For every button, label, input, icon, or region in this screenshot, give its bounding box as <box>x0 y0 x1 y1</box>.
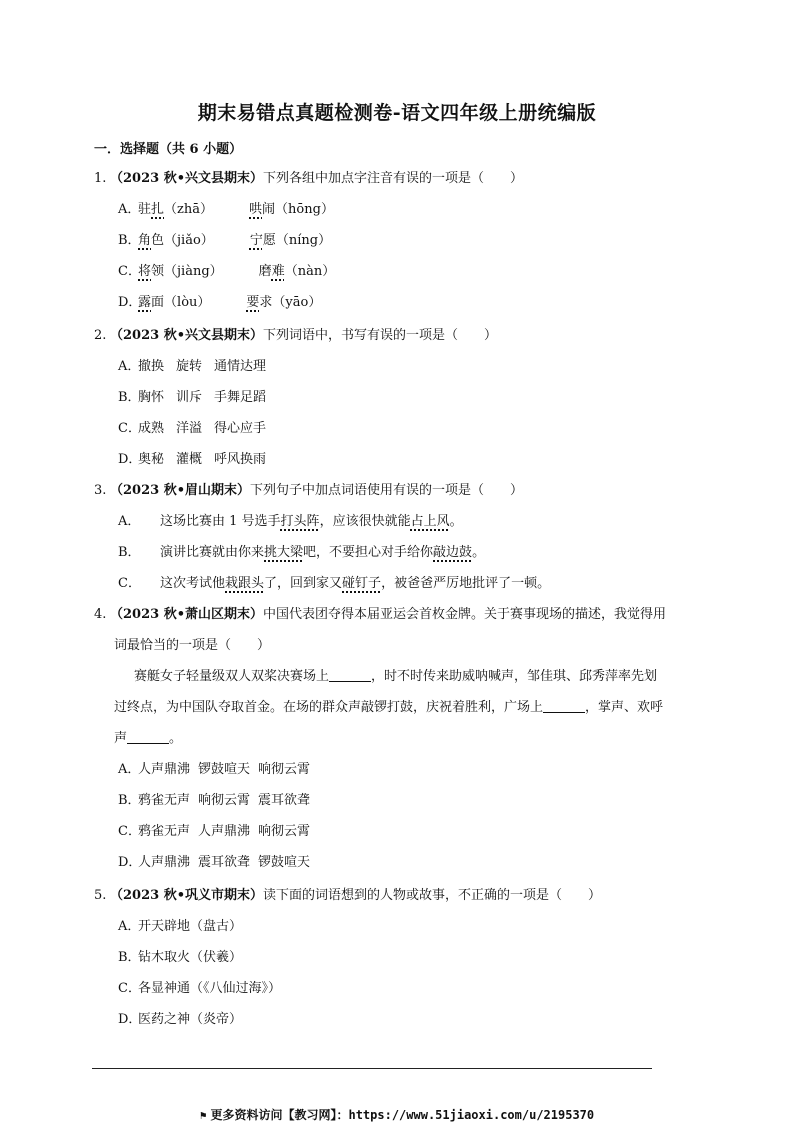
option-d[interactable] <box>94 847 714 878</box>
dotted-char: 角 <box>138 233 152 248</box>
option-letter: B． <box>118 793 141 808</box>
option-word: 响彻云霄 <box>258 824 311 839</box>
option-text: 这次考试他 <box>160 576 226 591</box>
question-text: 下列各组中加点字注音有误的一项是（ ） <box>263 171 524 186</box>
pinyin: （nàn） <box>284 264 336 279</box>
question-source: （2023 秋•萧山区期末） <box>110 607 264 622</box>
question-text: 中国代表团夺得本届亚运会首枚金牌。关于赛事现场的描述，我觉得用 <box>263 607 667 622</box>
option-word: 求 <box>259 295 273 310</box>
option-word: 呼风换雨 <box>214 452 267 467</box>
option-text: 。 <box>472 545 486 560</box>
dotted-char: 宁 <box>249 233 263 248</box>
question-text-cont: 词最恰当的一项是（ ） <box>114 638 271 653</box>
option-a[interactable] <box>94 351 714 382</box>
option-word: 胸怀 <box>138 390 165 405</box>
dotted-char: 哄 <box>249 202 263 217</box>
fill-blank[interactable] <box>543 698 585 713</box>
option-word: 鸦雀无声 <box>138 793 191 808</box>
option-letter: A． <box>118 514 141 529</box>
passage <box>94 723 714 754</box>
pinyin: （zhā） <box>164 202 214 217</box>
question-number: 4. <box>94 607 107 622</box>
option-word: 震耳欲聋 <box>198 855 251 870</box>
question-number: 2. <box>94 328 107 343</box>
option-letter: A． <box>118 359 141 374</box>
option-word: 手舞足蹈 <box>214 390 267 405</box>
option-letter: C． <box>118 576 141 591</box>
pinyin: （lòu） <box>164 295 211 310</box>
pinyin: （níng） <box>275 233 332 248</box>
question-5 <box>94 880 714 1035</box>
option-word: 撤换 <box>138 359 165 374</box>
option-d[interactable] <box>94 287 714 318</box>
question-stem <box>94 163 714 194</box>
question-2 <box>94 320 714 475</box>
option-word: 响彻云霄 <box>198 793 251 808</box>
question-source: （2023 秋•兴文县期末） <box>110 171 264 186</box>
option-word: 通情达理 <box>214 359 267 374</box>
option-word: 人声鼎沸 <box>138 855 191 870</box>
option-letter: C． <box>118 981 141 996</box>
option-c[interactable] <box>94 568 714 599</box>
question-text: 下列句子中加点词语使用有误的一项是（ ） <box>250 483 524 498</box>
question-number: 5. <box>94 888 107 903</box>
option-letter: A． <box>118 919 141 934</box>
option-letter: B． <box>118 545 141 560</box>
fill-blank[interactable] <box>127 729 169 744</box>
passage-text: 赛艇女子轻量级双人双桨决赛场上 <box>134 669 330 684</box>
option-letter: D． <box>118 1012 142 1027</box>
dotted-phrase: 敲边鼓 <box>433 545 473 560</box>
option-word: 得心应手 <box>214 421 267 436</box>
flag-icon: ⚑ <box>199 1109 207 1122</box>
option-text: 各显神通（《八仙过海》） <box>138 981 282 996</box>
option-word: 训斥 <box>176 390 203 405</box>
option-word: 人声鼎沸 <box>138 762 191 777</box>
dotted-phrase: 打头阵 <box>280 514 320 529</box>
option-b[interactable] <box>94 225 714 256</box>
option-letter: B． <box>118 390 141 405</box>
option-b[interactable] <box>94 537 714 568</box>
dotted-char: 难 <box>271 264 285 279</box>
passage <box>94 661 714 692</box>
pinyin: （yāo） <box>272 295 322 310</box>
question-source: （2023 秋•兴文县期末） <box>110 328 264 343</box>
option-word: 人声鼎沸 <box>198 824 251 839</box>
option-word: 磨 <box>258 264 272 279</box>
option-word: 震耳欲聋 <box>258 793 311 808</box>
option-a[interactable] <box>94 194 714 225</box>
footer-link[interactable]: 更多资料访问【教习网】：https://www.51jiaoxi.com/u/2195370 <box>210 1108 595 1122</box>
option-letter: C． <box>118 264 141 279</box>
option-word: 领 <box>151 264 165 279</box>
option-c[interactable] <box>94 973 714 1004</box>
option-letter: D． <box>118 295 142 310</box>
option-letter: B． <box>118 950 141 965</box>
dotted-phrase: 占上风 <box>410 514 450 529</box>
dotted-char: 露 <box>138 295 152 310</box>
option-a[interactable] <box>94 754 714 785</box>
option-word: 驻 <box>138 202 152 217</box>
option-text: ，被爸爸严厉地批评了一顿。 <box>381 576 551 591</box>
option-letter: B． <box>118 233 141 248</box>
dotted-char: 扎 <box>151 202 165 217</box>
question-stem <box>94 475 714 506</box>
passage-text: 声 <box>114 731 128 746</box>
option-b[interactable] <box>94 942 714 973</box>
dotted-phrase: 栽跟头 <box>225 576 265 591</box>
option-word: 成熟 <box>138 421 165 436</box>
passage-text: ，掌声、欢呼 <box>585 700 664 715</box>
footer-divider <box>92 1068 652 1069</box>
dotted-char: 要 <box>246 295 260 310</box>
option-c[interactable] <box>94 256 714 287</box>
option-letter: D． <box>118 452 142 467</box>
dotted-char: 将 <box>138 264 152 279</box>
question-stem <box>94 880 714 911</box>
option-letter: C． <box>118 824 141 839</box>
option-c[interactable] <box>94 816 714 847</box>
option-text: 。 <box>449 514 463 529</box>
fill-blank[interactable] <box>329 667 371 682</box>
question-text: 读下面的词语想到的人物或故事，不正确的一项是（ ） <box>263 888 602 903</box>
option-word: 灌概 <box>176 452 203 467</box>
option-text: 这场比赛由 1 号选手 <box>160 514 281 529</box>
option-letter: A． <box>118 762 141 777</box>
option-text: 开天辟地（盘古） <box>138 919 243 934</box>
option-text: 钻木取火（伏羲） <box>138 950 243 965</box>
option-letter: A． <box>118 202 141 217</box>
passage <box>94 692 714 723</box>
option-letter: D． <box>118 855 142 870</box>
option-letter: C． <box>118 421 141 436</box>
question-number: 3. <box>94 483 107 498</box>
passage-text: 过终点，为中国队夺取首金。在场的群众声敲锣打鼓，庆祝着胜利，广场上 <box>114 700 544 715</box>
question-number: 1. <box>94 171 107 186</box>
option-word: 响彻云霄 <box>258 762 311 777</box>
option-d[interactable] <box>94 1004 714 1035</box>
option-c[interactable] <box>94 413 714 444</box>
option-text: ，应该很快就能 <box>319 514 411 529</box>
question-1 <box>94 163 714 318</box>
question-stem <box>94 599 714 630</box>
passage-text: ，时不时传来助威呐喊声，邹佳琪、邱秀萍率先划 <box>371 669 658 684</box>
pinyin: （hōng） <box>275 202 334 217</box>
page-title: 期末易错点真题检测卷-语文四年级上册统编版 <box>197 102 597 124</box>
option-text: 了，回到家又 <box>264 576 343 591</box>
option-word: 愿 <box>262 233 276 248</box>
question-text: 下列词语中，书写有误的一项是（ ） <box>263 328 498 343</box>
option-text: 医药之神（炎帝） <box>138 1012 243 1027</box>
option-word: 鸦雀无声 <box>138 824 191 839</box>
option-word: 旋转 <box>176 359 203 374</box>
option-a[interactable] <box>94 506 714 537</box>
footer <box>0 1106 794 1123</box>
pinyin: （jiàng） <box>164 264 223 279</box>
dotted-phrase: 挑大梁 <box>264 545 304 560</box>
option-d[interactable] <box>94 444 714 475</box>
section-heading: 一．选择题（共 6 小题） <box>94 142 243 157</box>
question-source: （2023 秋•巩义市期末） <box>110 888 264 903</box>
option-b[interactable] <box>94 785 714 816</box>
option-word: 锣鼓喧天 <box>198 762 251 777</box>
option-word: 洋溢 <box>176 421 203 436</box>
option-text: 演讲比赛就由你来 <box>160 545 265 560</box>
option-b[interactable] <box>94 382 714 413</box>
pinyin: （jiǎo） <box>164 233 214 248</box>
option-word: 面 <box>151 295 165 310</box>
dotted-phrase: 碰钉子 <box>342 576 382 591</box>
passage-text: 。 <box>169 731 183 746</box>
option-text: 吧，不要担心对手给你 <box>303 545 434 560</box>
question-source: （2023 秋•眉山期末） <box>110 483 251 498</box>
option-word: 奥秘 <box>138 452 165 467</box>
option-word: 色 <box>151 233 165 248</box>
question-stem <box>94 320 714 351</box>
option-a[interactable] <box>94 911 714 942</box>
option-word: 锣鼓喧天 <box>258 855 311 870</box>
question-3 <box>94 475 714 599</box>
option-word: 闹 <box>262 202 276 217</box>
question-4 <box>94 599 714 878</box>
